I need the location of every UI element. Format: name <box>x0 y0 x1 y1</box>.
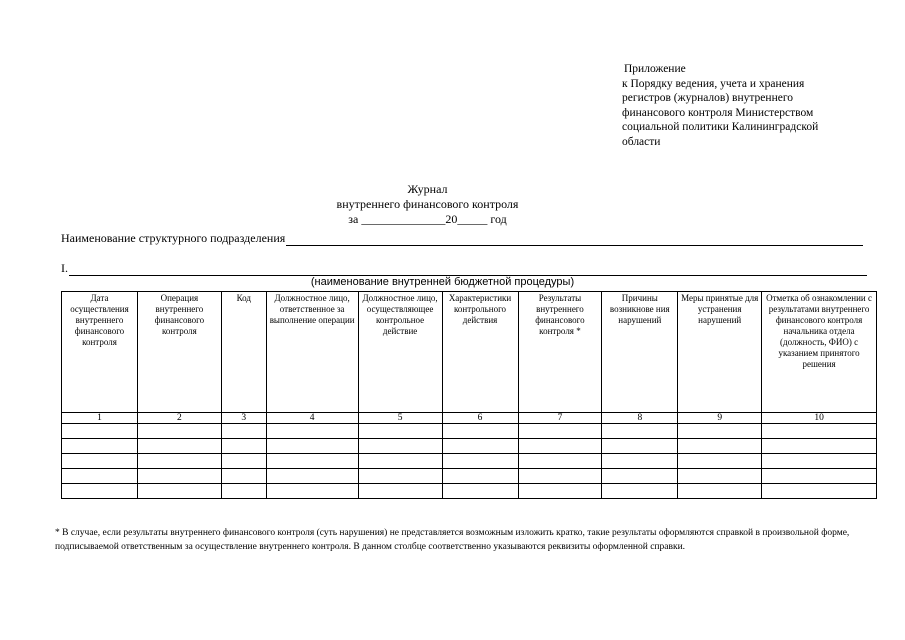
table-cell[interactable] <box>762 484 877 499</box>
table-cell[interactable] <box>137 454 221 469</box>
table-cell[interactable] <box>762 469 877 484</box>
table-cell[interactable] <box>442 469 518 484</box>
appendix-line-6: области <box>622 135 661 148</box>
header-cell: Должностное лицо, ответственное за выполнение операции <box>266 292 358 413</box>
table-cell[interactable] <box>221 454 266 469</box>
column-number: 3 <box>221 413 266 424</box>
table-cell[interactable] <box>602 469 678 484</box>
procedure-label: I. <box>61 261 68 275</box>
table-cell[interactable] <box>678 469 762 484</box>
table-cell[interactable] <box>266 454 358 469</box>
table-cell[interactable] <box>602 484 678 499</box>
column-number: 8 <box>602 413 678 424</box>
table-cell[interactable] <box>62 454 138 469</box>
column-number: 5 <box>358 413 442 424</box>
table-cell[interactable] <box>678 439 762 454</box>
subdivision-label: Наименование структурного подразделения <box>61 231 286 245</box>
table-cell[interactable] <box>221 439 266 454</box>
table-cell[interactable] <box>518 424 602 439</box>
table-cell[interactable] <box>358 454 442 469</box>
table-header-row <box>62 292 877 413</box>
table-cell[interactable] <box>137 469 221 484</box>
procedure-blank-line <box>69 263 867 276</box>
table-cell[interactable] <box>518 439 602 454</box>
column-number: 7 <box>518 413 602 424</box>
column-number: 4 <box>266 413 358 424</box>
table-cell[interactable] <box>137 484 221 499</box>
appendix-line-1: Приложение <box>624 63 686 75</box>
table-cell[interactable] <box>602 439 678 454</box>
header-cell: Дата осуществления внутреннего финансового контроля <box>62 292 138 413</box>
journal-table <box>61 291 877 499</box>
header-cell: Характеристики контрольного действия <box>442 292 518 413</box>
table-cell[interactable] <box>266 439 358 454</box>
table-cell[interactable] <box>266 484 358 499</box>
title-line-2: внутреннего финансового контроля <box>336 197 519 211</box>
table-row <box>62 439 877 454</box>
header-cell: Должностное лицо, осуществляющее контрольное действие <box>358 292 442 413</box>
procedure-field <box>61 261 867 276</box>
header-cell: Операция внутреннего финансового контроля <box>137 292 221 413</box>
column-number: 2 <box>137 413 221 424</box>
appendix-line-2: к Порядку ведения, учета и хранения <box>622 77 805 90</box>
table-cell[interactable] <box>762 454 877 469</box>
header-cell: Отметка об ознакомлении с результатами внутреннего финансового контроля начальника отдела (должность, ФИО) с указанием принятого решения <box>762 292 877 413</box>
table-cell[interactable] <box>442 484 518 499</box>
table-cell[interactable] <box>62 469 138 484</box>
table-cell[interactable] <box>442 424 518 439</box>
column-number: 1 <box>62 413 138 424</box>
table-cell[interactable] <box>678 484 762 499</box>
table-row <box>62 424 877 439</box>
appendix-line-5: социальной политики Калининградской <box>622 121 819 133</box>
table-cell[interactable] <box>221 469 266 484</box>
table-cell[interactable] <box>602 424 678 439</box>
table-cell[interactable] <box>518 484 602 499</box>
table-cell[interactable] <box>221 484 266 499</box>
table-cell[interactable] <box>358 424 442 439</box>
procedure-caption: (наименование внутренней бюджетной процедуры) <box>310 276 575 288</box>
table-cell[interactable] <box>518 469 602 484</box>
table-cell[interactable] <box>358 484 442 499</box>
table-cell[interactable] <box>602 454 678 469</box>
column-number: 10 <box>762 413 877 424</box>
table-cell[interactable] <box>266 469 358 484</box>
table-cell[interactable] <box>678 424 762 439</box>
table-cell[interactable] <box>442 454 518 469</box>
table-cell[interactable] <box>221 424 266 439</box>
header-cell: Причины возникнове ния нарушений <box>602 292 678 413</box>
appendix-line-4: финансового контроля Министерством <box>622 106 814 119</box>
journal-title <box>0 182 880 227</box>
subdivision-field <box>61 231 863 246</box>
table-cell[interactable] <box>137 439 221 454</box>
table-cell[interactable] <box>62 424 138 439</box>
column-number: 6 <box>442 413 518 424</box>
footnote: * В случае, если результаты внутреннего финансового контроля (суть нарушения) не представляется возможным изложить кратко, такие результаты оформляются справкой в произвольной форме, подписываемой ответственным за осуществление внутреннего контроля. В данном столбце соответственно указываются реквизиты оформленной справки. <box>55 528 850 552</box>
appendix-line-3: регистров (журналов) внутреннего <box>622 92 794 104</box>
appendix-note <box>622 62 882 149</box>
header-cell: Результаты внутреннего финансового контроля * <box>518 292 602 413</box>
table-row <box>62 484 877 499</box>
table-cell[interactable] <box>678 454 762 469</box>
subdivision-blank-line <box>286 233 863 246</box>
table-row <box>62 469 877 484</box>
header-cell: Код <box>221 292 266 413</box>
column-number-row <box>62 413 877 424</box>
column-number: 9 <box>678 413 762 424</box>
table-cell[interactable] <box>762 439 877 454</box>
table-cell[interactable] <box>137 424 221 439</box>
table-cell[interactable] <box>62 484 138 499</box>
table-cell[interactable] <box>358 469 442 484</box>
table-cell[interactable] <box>762 424 877 439</box>
table-cell[interactable] <box>62 439 138 454</box>
header-cell: Меры принятые для устранения нарушений <box>678 292 762 413</box>
table-cell[interactable] <box>358 439 442 454</box>
title-line-1: Журнал <box>407 182 448 196</box>
table-row <box>62 454 877 469</box>
title-line-3: за ______________20_____ год <box>348 212 507 226</box>
table-cell[interactable] <box>266 424 358 439</box>
table-cell[interactable] <box>518 454 602 469</box>
table-cell[interactable] <box>442 439 518 454</box>
